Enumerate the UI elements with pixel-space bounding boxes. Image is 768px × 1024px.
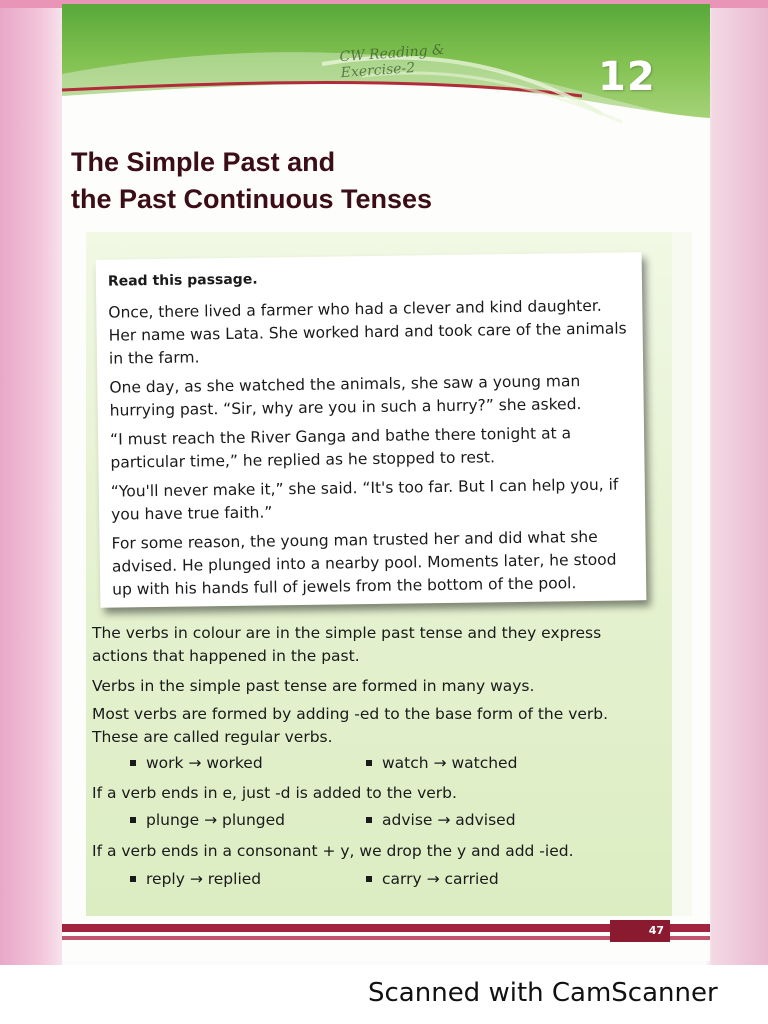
page-footer (62, 916, 710, 946)
passage-card (96, 252, 647, 608)
explanation-paragraph: If a verb ends in a consonant + y, we drop the y and add -ied. (92, 842, 574, 860)
example-item (366, 870, 499, 888)
book-page (62, 4, 710, 961)
chapter-title-line-1: The Simple Past and (71, 147, 336, 177)
passage-paragraph: Once, there lived a farmer who had a clever and kind daughter. Her name was Lata. She worked hard and took care of the animals in the farm. (108, 296, 627, 368)
passage-heading: Read this passage. (107, 271, 258, 290)
bullet-icon (366, 760, 372, 766)
example-item (366, 811, 516, 829)
example-item (130, 870, 261, 888)
page-number: 47 (610, 920, 670, 942)
chapter-title-line-2: the Past Continuous Tenses (71, 184, 433, 214)
bullet-icon (366, 817, 372, 823)
handwritten-note: CW Reading & Exercise-2 (339, 41, 445, 82)
scanner-watermark: Scanned with CamScanner (368, 978, 718, 1008)
example-text: work → worked (146, 754, 263, 772)
bullet-icon (130, 760, 136, 766)
explanation-paragraph: Most verbs are formed by adding -ed to the base form of the verb. These are called regular verbs. (92, 705, 609, 746)
explanation-paragraph: Verbs in the simple past tense are formed in many ways. (92, 677, 535, 695)
bullet-icon (130, 876, 136, 882)
example-row (130, 811, 610, 835)
example-text: advise → advised (382, 811, 516, 829)
example-row (130, 754, 610, 778)
example-text: carry → carried (382, 870, 499, 888)
passage-paragraph: “You'll never make it,” she said. “It's too far. But I can help you, if you have true faith.” (110, 475, 619, 524)
passage-paragraph: “I must reach the River Ganga and bathe there tonight at a particular time,” he replied as he stopped to rest. (109, 424, 572, 472)
passage-paragraph: One day, as she watched the animals, she saw a young man hurrying past. “Sir, why are you in such a hurry?” she asked. (109, 372, 582, 420)
example-item (366, 754, 517, 772)
example-item (130, 754, 263, 772)
chapter-title (71, 144, 591, 218)
example-text: plunge → plunged (146, 811, 286, 829)
example-item (130, 811, 285, 829)
example-text: watch → watched (382, 754, 518, 772)
panel-edge (672, 232, 692, 916)
explanation-paragraph: If a verb ends in e, just -d is added to the verb. (92, 784, 457, 802)
passage-paragraph: For some reason, the young man trusted her and did what she advised. He plunged into a nearby pool. Moments later, he stood up with his hands full of jewels from the bottom of the pool. (111, 527, 617, 599)
chapter-number: 12 (598, 54, 656, 100)
example-text: reply → replied (146, 870, 262, 888)
example-row (130, 870, 610, 894)
bullet-icon (130, 817, 136, 823)
bullet-icon (366, 876, 372, 882)
explanation-paragraph: The verbs in colour are in the simple past tense and they express actions that happened in the past. (92, 624, 602, 665)
